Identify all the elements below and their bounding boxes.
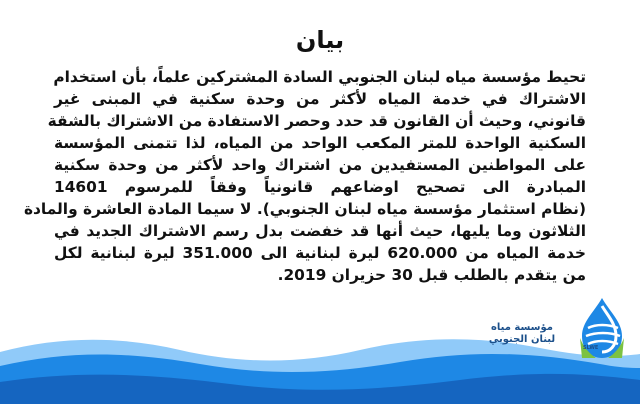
logo-name-line2: لبنان الجنوبي	[488, 334, 556, 345]
body-line: على المواطنين المستفيدين من اشتراك واحد لأكثر من وحدة سكنية	[54, 156, 586, 174]
statement-body	[23, 66, 586, 286]
body-line: السكنية الواحدة للمتر المكعب الواحد من المياه، لذا تتمنى المؤسسة	[54, 134, 586, 152]
body-line: الثلاثون وما يليها، حيث أنها قد خفضت بدل رسم الاشتراك الجديد في	[54, 222, 586, 240]
logo-name-line1: مؤسسة مياه	[491, 322, 553, 333]
body-line: المبادرة الى تصحيح اوضاعهم قانونياً وفقاً للمرسوم 14601	[54, 178, 586, 196]
logo-abbreviation: SLWE	[583, 345, 599, 351]
page-title: بيان	[295, 26, 345, 54]
body-line: (نظام استثمار مؤسسة مياه لبنان الجنوبي). لا سيما المادة العاشرة والمادة	[23, 200, 586, 218]
body-line: من يتقدم بالطلب قبل 30 حزيران 2019.	[277, 266, 586, 284]
body-line: الاشتراك في خدمة المياه لأكثر من وحدة سكنية في المبنى غير	[54, 90, 586, 108]
body-line: قانوني، وحيث أن القانون قد حدد وحصر الاستفادة من الاشتراك بالشقة	[47, 112, 586, 130]
logo-wordmark	[478, 322, 566, 346]
body-line: تحيط مؤسسة مياه لبنان الجنوبي السادة المشتركين علماً، بأن استخدام	[53, 68, 586, 86]
body-line: خدمة المياه من 620.000 ليرة لبنانية الى 351.000 ليرة لبنانية لكل	[54, 244, 586, 262]
